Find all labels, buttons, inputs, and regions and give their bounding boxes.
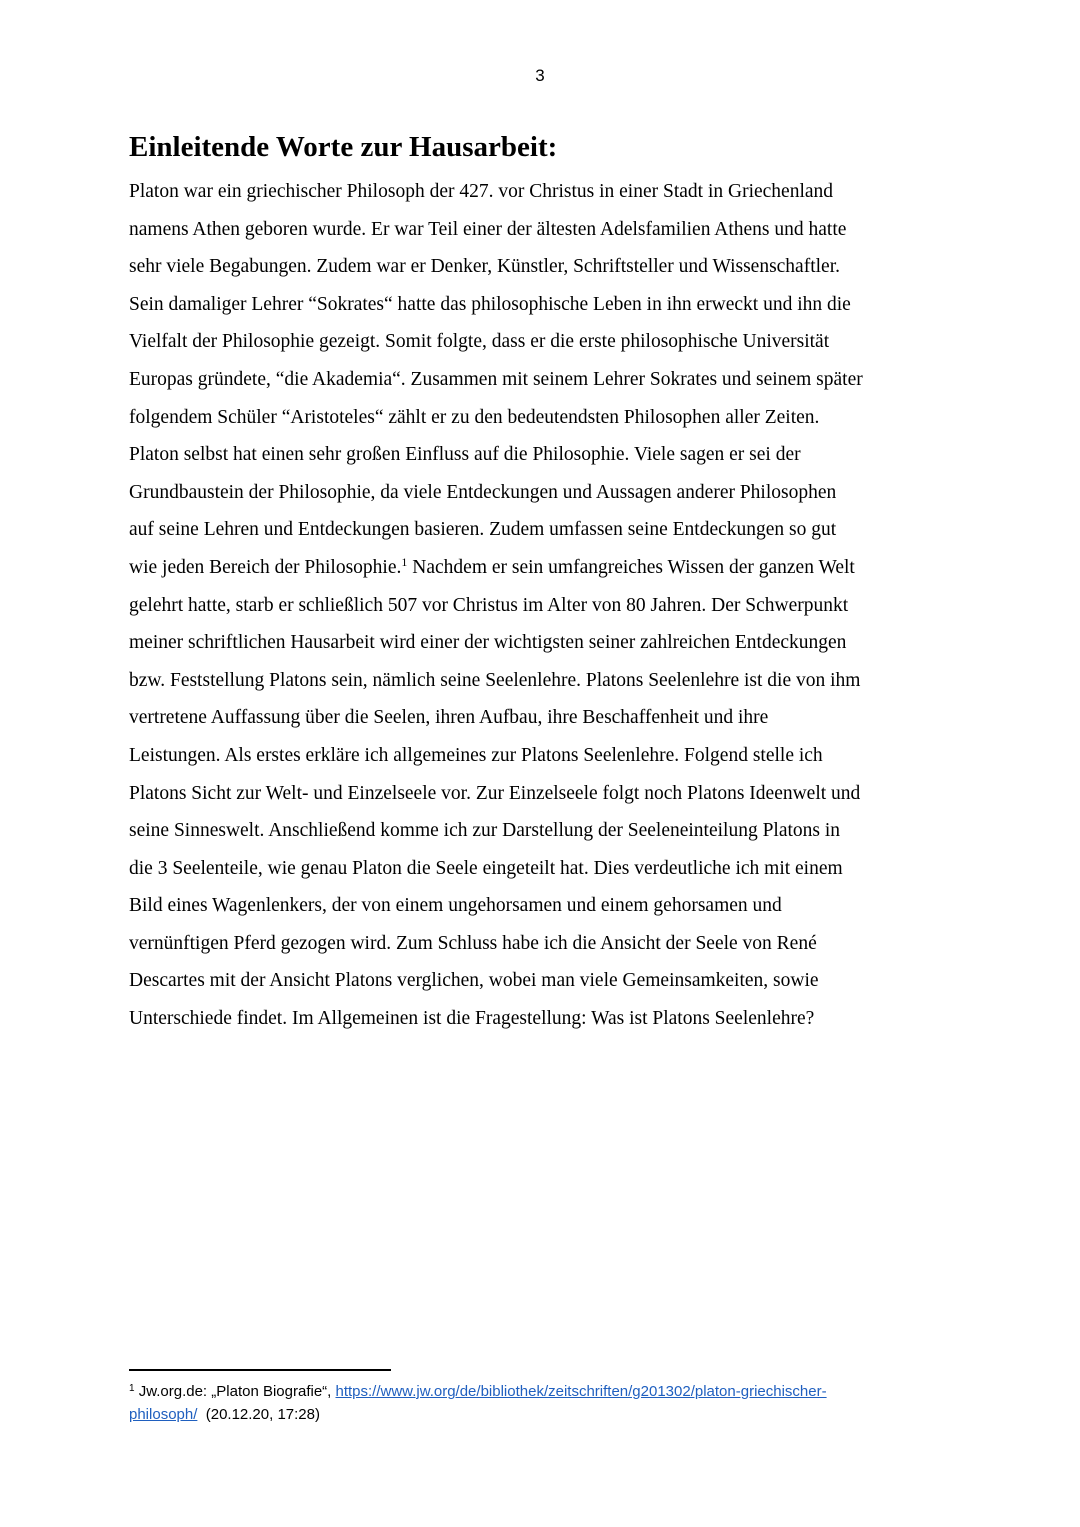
body-line: Vielfalt der Philosophie gezeigt. Somit folgte, dass er die erste philosophische Universität xyxy=(129,331,830,353)
footnote-line xyxy=(129,1380,969,1403)
footnote-marker: 1 xyxy=(129,1383,135,1394)
body-line: gelehrt hatte, starb er schließlich 507 vor Christus im Alter von 80 Jahren. Der Schwerpunkt xyxy=(129,594,849,616)
page-number: 3 xyxy=(535,66,545,85)
body-line-text: wie jeden Bereich der Philosophie. xyxy=(129,556,402,578)
body-line: folgendem Schüler “Aristoteles“ zählt er zu den bedeutendsten Philosophen aller Zeiten. xyxy=(129,406,820,428)
body-line-with-footnote xyxy=(129,549,959,587)
body-line: die 3 Seelenteile, wie genau Platon die Seele eingeteilt hat. Dies verdeutliche ich mit einem xyxy=(129,857,843,879)
body-line: namens Athen geboren wurde. Er war Teil einer der ältesten Adelsfamilien Athens und hatte xyxy=(129,218,847,240)
footnote-link-continued[interactable]: philosoph/ xyxy=(129,1406,198,1423)
footnote-divider xyxy=(129,1369,391,1371)
body-line: seine Sinneswelt. Anschließend komme ich zur Darstellung der Seeleneinteilung Platons in xyxy=(129,820,841,842)
body-line: Grundbaustein der Philosophie, da viele Entdeckungen und Aussagen anderer Philosophen xyxy=(129,481,837,503)
footnote-date: (20.12.20, 17:28) xyxy=(197,1406,320,1423)
body-line: meiner schriftlichen Hausarbeit wird einer der wichtigsten seiner zahlreichen Entdeckungen xyxy=(129,632,847,654)
body-line: Bild eines Wagenlenkers, der von einem ungehorsamen und einem gehorsamen und xyxy=(129,895,782,917)
section-heading: Einleitende Worte zur Hausarbeit: xyxy=(129,131,558,163)
footnote-reference[interactable]: 1 xyxy=(401,554,408,569)
body-paragraph xyxy=(129,173,959,1038)
footnote-line xyxy=(129,1403,969,1426)
footnote xyxy=(129,1380,969,1426)
body-line: Descartes mit der Ansicht Platons verglichen, wobei man viele Gemeinsamkeiten, sowie xyxy=(129,970,819,992)
body-line: Unterschiede findet. Im Allgemeinen ist die Fragestellung: Was ist Platons Seelenlehre? xyxy=(129,1008,815,1030)
footnote-source: Jw.org.de: „Platon Biografie“, xyxy=(134,1383,336,1400)
body-line: vertretene Auffassung über die Seelen, ihren Aufbau, ihre Beschaffenheit und ihre xyxy=(129,707,769,729)
body-line: Leistungen. Als erstes erkläre ich allgemeines zur Platons Seelenlehre. Folgend stelle ich xyxy=(129,744,823,766)
body-line: Sein damaliger Lehrer “Sokrates“ hatte das philosophische Leben in ihn erweckt und ihn die xyxy=(129,293,851,315)
body-line: vernünftigen Pferd gezogen wird. Zum Schluss habe ich die Ansicht der Seele von René xyxy=(129,932,817,954)
body-line: Platon selbst hat einen sehr großen Einfluss auf die Philosophie. Viele sagen er sei der xyxy=(129,444,801,466)
body-line: Platons Sicht zur Welt- und Einzelseele vor. Zur Einzelseele folgt noch Platons Ideenwelt und xyxy=(129,782,861,804)
body-line: Europas gründete, “die Akademia“. Zusammen mit seinem Lehrer Sokrates und seinem später xyxy=(129,368,863,390)
footnote-link[interactable]: https://www.jw.org/de/bibliothek/zeitschriften/g201302/platon-griechischer- xyxy=(335,1383,827,1400)
body-line-text: Nachdem er sein umfangreiches Wissen der ganzen Welt xyxy=(407,556,855,578)
body-line: auf seine Lehren und Entdeckungen basieren. Zudem umfassen seine Entdeckungen so gut xyxy=(129,519,837,541)
body-line: bzw. Feststellung Platons sein, nämlich seine Seelenlehre. Platons Seelenlehre ist die von ihm xyxy=(129,669,861,691)
body-line: sehr viele Begabungen. Zudem war er Denker, Künstler, Schriftsteller und Wissenschaftler. xyxy=(129,256,840,278)
body-line: Platon war ein griechischer Philosoph der 427. vor Christus in einer Stadt in Griechenland xyxy=(129,181,834,202)
